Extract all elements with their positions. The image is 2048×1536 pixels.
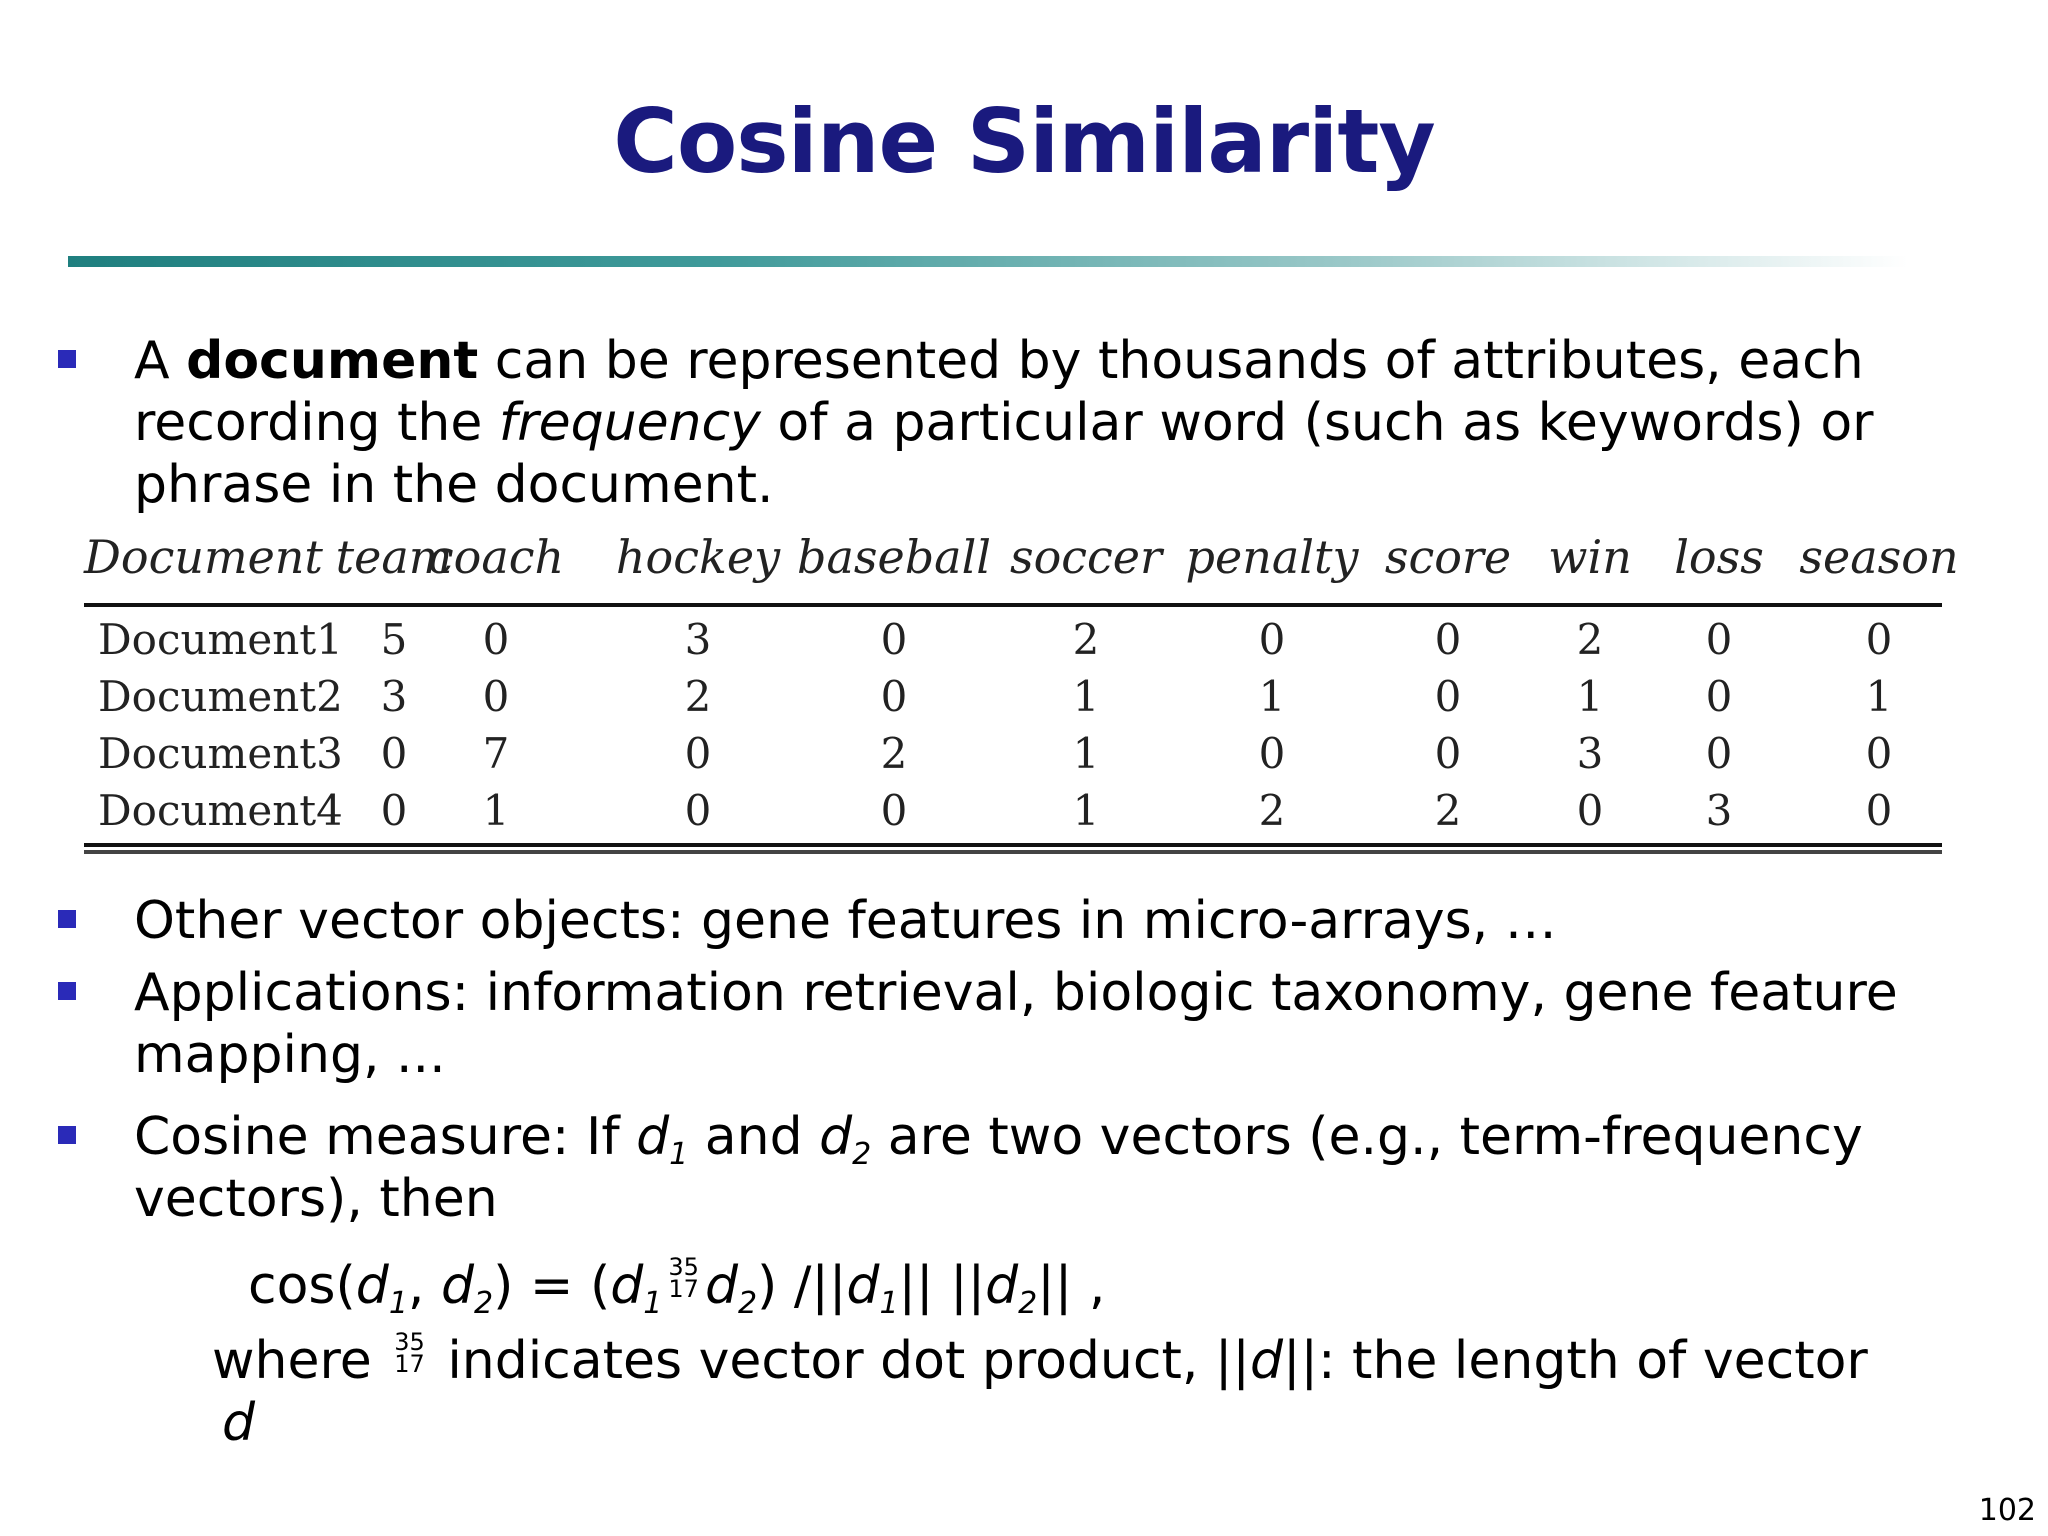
page-number: 102 <box>1978 1493 2036 1528</box>
table-cell: 1 <box>482 786 510 835</box>
table-cell: 1 <box>1072 786 1100 835</box>
term-frequency-table <box>84 530 1959 860</box>
table-cell: 1 <box>1865 672 1893 721</box>
table-cell: 7 <box>482 729 510 778</box>
table-cell: 0 <box>482 615 510 664</box>
bullet-square-icon <box>58 982 76 1000</box>
table-cell: 1 <box>1072 672 1100 721</box>
table-cell: 0 <box>482 672 510 721</box>
table-cell: 0 <box>1434 729 1462 778</box>
table-cell: 0 <box>1434 615 1462 664</box>
table-header-cell: season <box>1799 530 1959 584</box>
table-header-cell: baseball <box>797 530 991 584</box>
table-cell: 1 <box>1072 729 1100 778</box>
table-row-label: Document3 <box>98 729 343 778</box>
table-cell: 0 <box>684 729 712 778</box>
table-cell: 0 <box>1258 615 1286 664</box>
table-row-label: Document2 <box>98 672 343 721</box>
formula-explanation: where 35 17 indicates vector dot product, ||d||: the length of vector <box>212 1328 1868 1391</box>
table-header-cell: coach <box>427 530 565 584</box>
table-cell: 2 <box>684 672 712 721</box>
table-header-cell: loss <box>1674 530 1764 584</box>
table-cell: 5 <box>380 615 408 664</box>
table-cell: 0 <box>1705 729 1733 778</box>
table-cell: 3 <box>1705 786 1733 835</box>
table-header-cell: score <box>1384 530 1512 584</box>
table-header-cell: penalty <box>1185 530 1359 584</box>
table-cell: 0 <box>1865 615 1893 664</box>
slide-title: Cosine Similarity <box>613 90 1435 193</box>
italic-term: frequency <box>498 393 761 453</box>
table-cell: 2 <box>1072 615 1100 664</box>
table-cell: 3 <box>1576 729 1604 778</box>
table-cell: 2 <box>1434 786 1462 835</box>
table-header-cell: soccer <box>1009 530 1163 584</box>
table-cell: 0 <box>1705 615 1733 664</box>
table-cell: 0 <box>1865 729 1893 778</box>
table-cell: 0 <box>380 786 408 835</box>
table-cell: 0 <box>880 786 908 835</box>
table-header-cell: team <box>335 530 453 584</box>
table-cell: 2 <box>1576 615 1604 664</box>
table-header-cell: hockey <box>615 530 781 584</box>
bold-term: document <box>186 331 479 391</box>
table-cell: 0 <box>380 729 408 778</box>
table-cell: 0 <box>1576 786 1604 835</box>
bullet-line: recording the frequency of a particular word (such as keywords) or <box>134 393 1874 453</box>
cosine-formula: $\cos(d_1$, $d_2) = (d_1$ 35 17 $d_2$) $/||d_1||$ $||d_2||$ , <box>248 1253 1106 1321</box>
table-cell: 0 <box>1258 729 1286 778</box>
table-row-label: Document1 <box>98 615 343 664</box>
table-cell: 0 <box>1434 672 1462 721</box>
table-cell: 3 <box>684 615 712 664</box>
table-header-cell: Document <box>84 530 323 584</box>
table-bottom-rule <box>84 850 1942 854</box>
bullet-square-icon <box>58 1126 76 1144</box>
bullet-square-icon <box>58 350 76 368</box>
table-cell: 0 <box>1865 786 1893 835</box>
table-cell: 1 <box>1258 672 1286 721</box>
bullet-line: phrase in the document. <box>134 455 774 515</box>
table-cell: 0 <box>1705 672 1733 721</box>
table-header-cell: win <box>1548 530 1632 584</box>
table-cell: 0 <box>880 615 908 664</box>
title-divider <box>68 256 1908 267</box>
table-cell: 0 <box>880 672 908 721</box>
bullet-line: A document can be represented by thousands of attributes, each <box>134 331 1864 391</box>
table-cell: 0 <box>684 786 712 835</box>
table-cell: 1 <box>1576 672 1604 721</box>
table-top-rule <box>84 603 1942 607</box>
bullet-square-icon <box>58 910 76 928</box>
table-row-label: Document4 <box>98 786 343 835</box>
dot-product-symbol: 35 17 <box>668 1253 699 1303</box>
table-cell: 3 <box>380 672 408 721</box>
dot-product-symbol: 35 17 <box>394 1328 425 1378</box>
table-bottom-rule <box>84 843 1942 847</box>
formula-explanation-cont: d <box>222 1393 256 1453</box>
table-cell: 2 <box>880 729 908 778</box>
table-cell: 2 <box>1258 786 1286 835</box>
